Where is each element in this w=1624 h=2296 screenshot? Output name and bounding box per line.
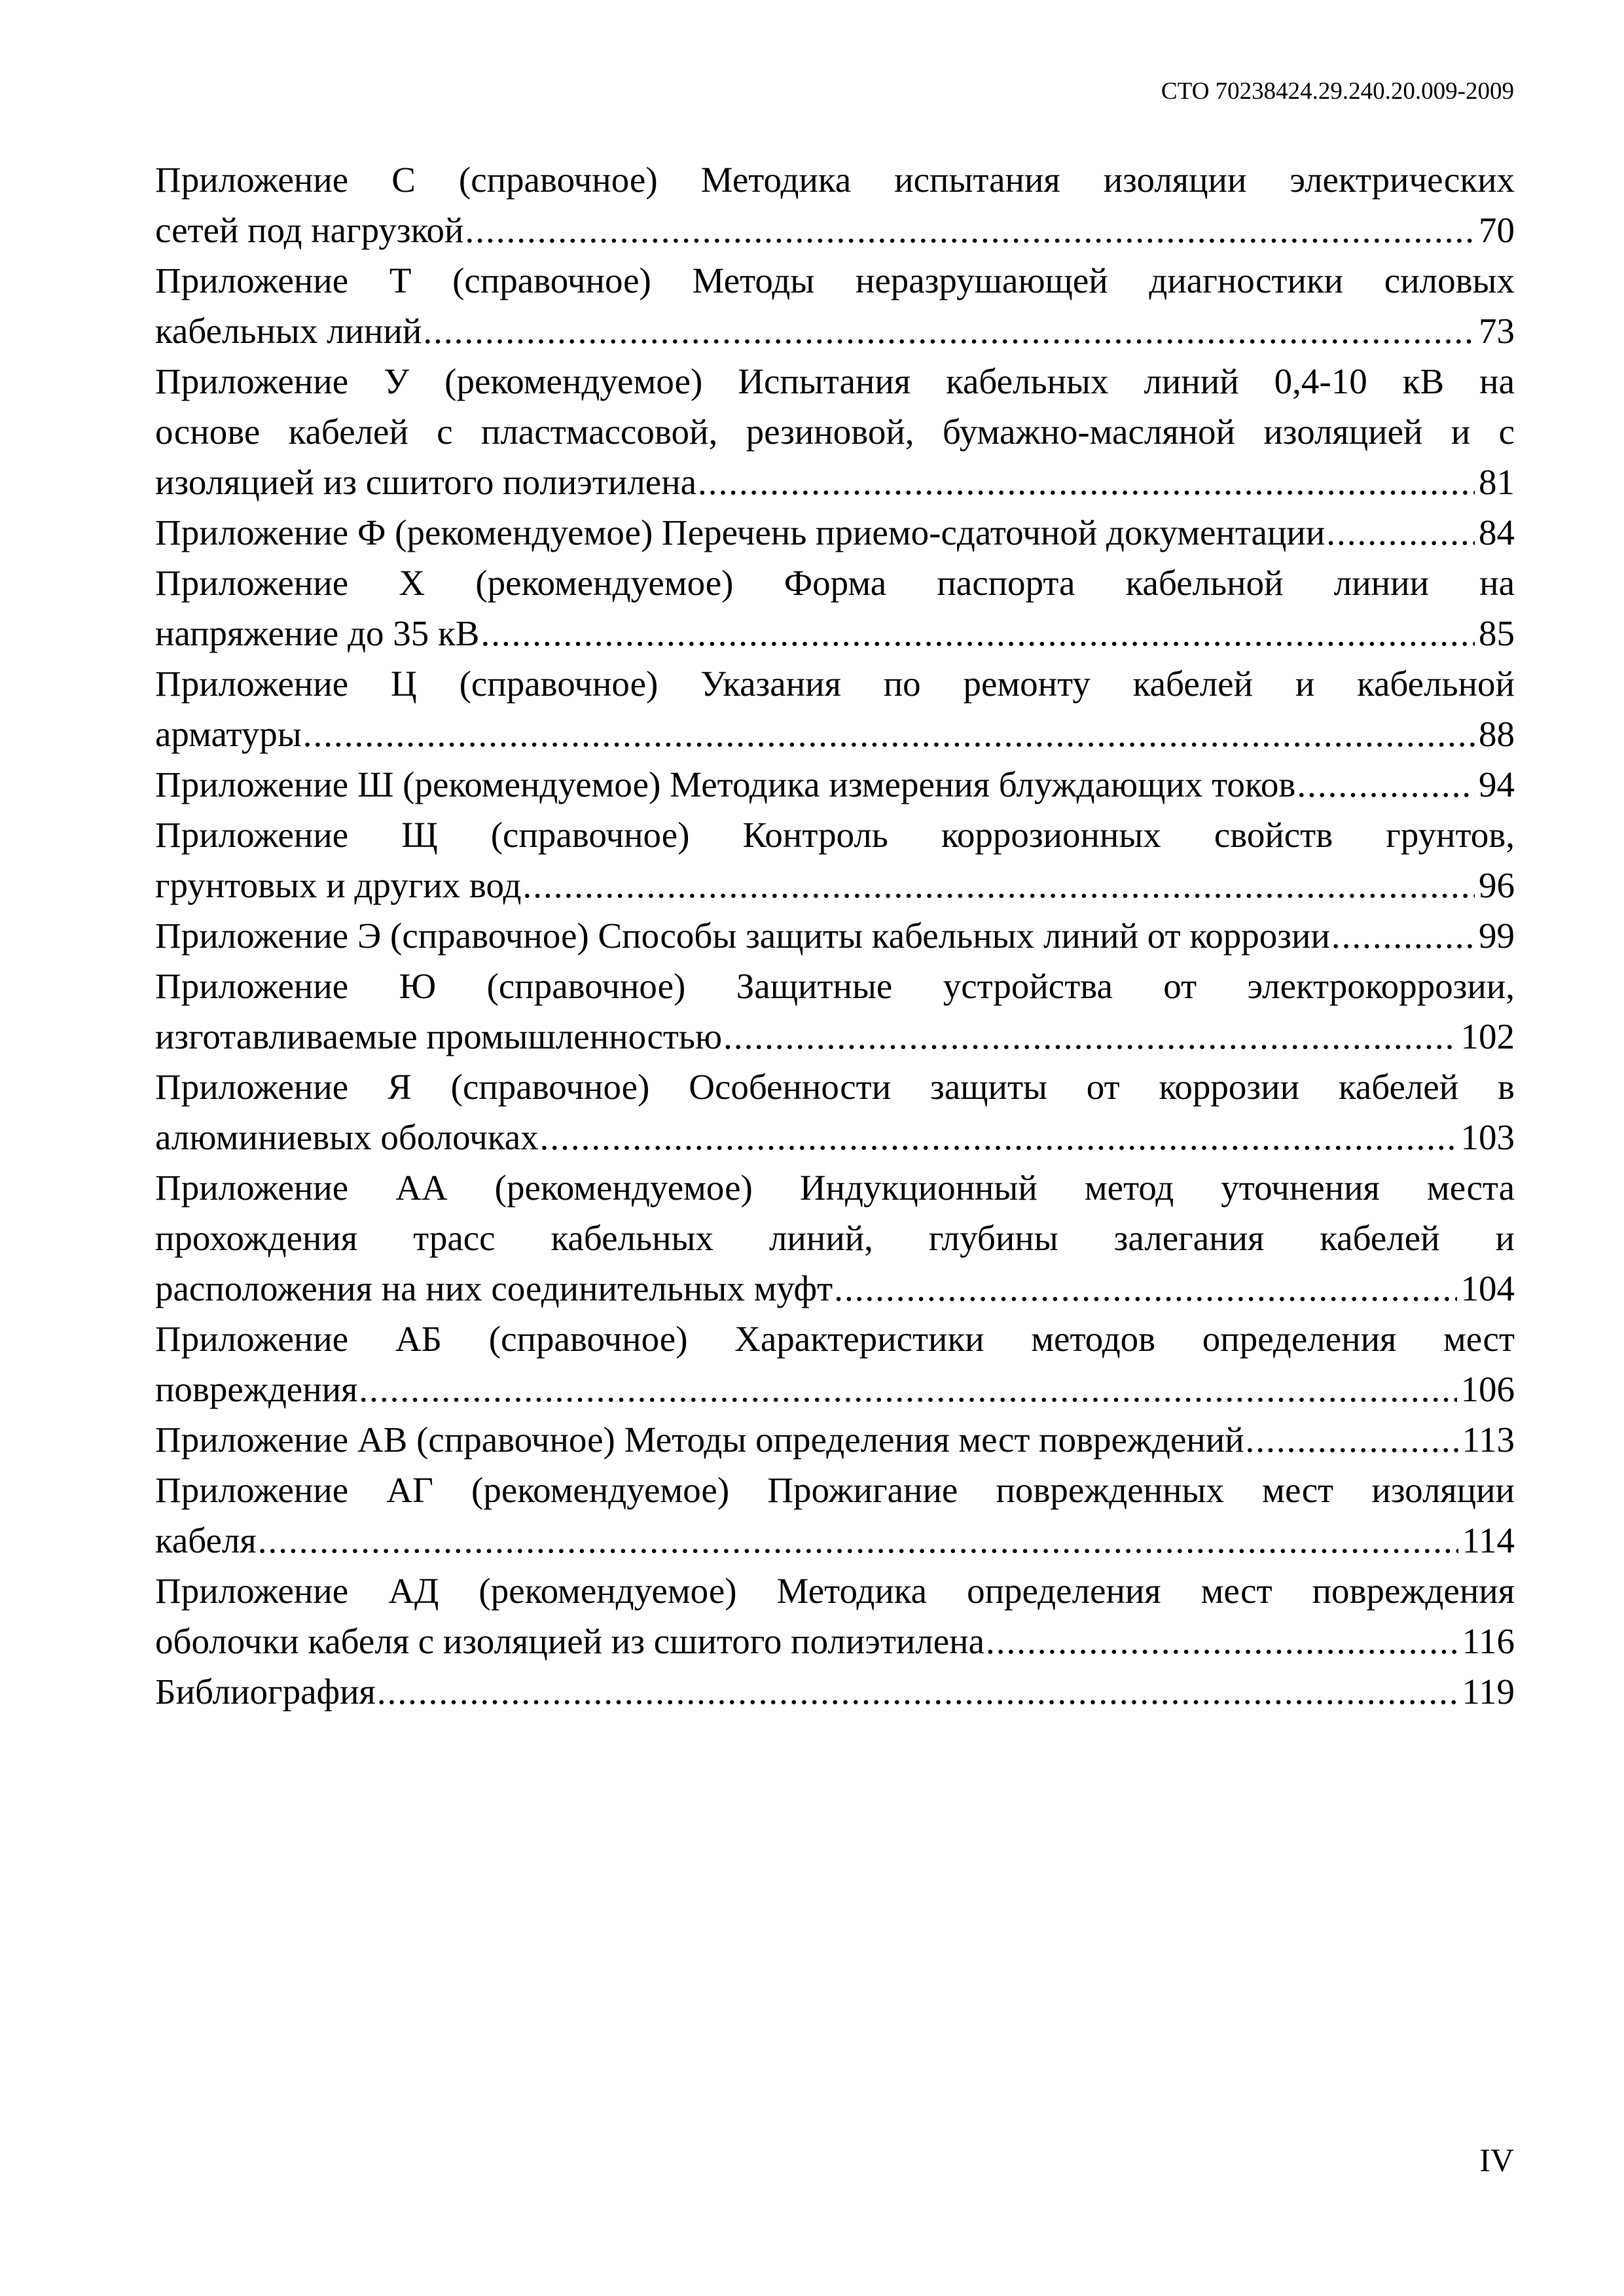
toc-entry-last-line (155, 608, 1515, 658)
toc-entry-last-line (155, 205, 1515, 255)
toc-entry-page: 88 (1479, 714, 1515, 754)
toc-entry-title-line: Приложение Т (справочное) Методы неразрушающей диагностики силовых (155, 260, 1515, 300)
toc-entry-title-end: арматуры (155, 714, 302, 754)
toc-entry-last-line (155, 860, 1515, 910)
dot-leader (359, 1364, 1456, 1414)
toc-entry-last-line (155, 1263, 1515, 1314)
toc-entry-last-line (155, 1515, 1515, 1566)
toc-entry-last-line (155, 1414, 1515, 1465)
toc-entry-last-line (155, 1112, 1515, 1162)
toc-entry-page: 114 (1462, 1520, 1515, 1560)
toc-entry (155, 910, 1515, 961)
toc-entry (155, 255, 1515, 356)
toc-entry (155, 154, 1515, 255)
toc-entry-title-line: Приложение У (рекомендуемое) Испытания кабельных линий 0,4-10 кВ на (155, 361, 1515, 401)
dot-leader (1297, 759, 1475, 810)
toc-entry-title-line: Приложение Я (справочное) Особенности защиты от коррозии кабелей в (155, 1067, 1515, 1107)
toc-entry-title-end: оболочки кабеля с изоляцией из сшитого полиэтилена (155, 1621, 985, 1661)
table-of-contents (155, 154, 1515, 1717)
toc-entry-page: 102 (1460, 1016, 1515, 1056)
toc-entry-title-line: Приложение АБ (справочное) Характеристики методов определения мест (155, 1319, 1515, 1359)
toc-entry-last-line (155, 759, 1515, 810)
toc-entry-page: 96 (1479, 865, 1515, 905)
toc-entry-last-line (155, 1616, 1515, 1666)
toc-entry-page: 103 (1460, 1117, 1515, 1157)
toc-entry (155, 507, 1515, 558)
toc-entry-title-end: повреждения (155, 1369, 358, 1409)
toc-entry-page: 106 (1460, 1369, 1515, 1409)
toc-entry-page: 104 (1460, 1268, 1515, 1308)
dot-leader (303, 709, 1475, 759)
toc-entry-title-end: кабеля (155, 1520, 257, 1560)
dot-leader (522, 860, 1475, 910)
toc-entry-title-end: Приложение Ш (рекомендуемое) Методика измерения блуждающих токов (155, 764, 1296, 804)
toc-entry (155, 1414, 1515, 1465)
toc-entry (155, 1566, 1515, 1666)
toc-entry (155, 558, 1515, 658)
toc-entry (155, 1162, 1515, 1314)
toc-entry-last-line (155, 1011, 1515, 1062)
document-code: СТО 70238424.29.240.20.009-2009 (1161, 78, 1514, 105)
toc-entry (155, 1465, 1515, 1566)
toc-entry-last-line (155, 507, 1515, 558)
toc-entry-title-end: кабельных линий (155, 311, 422, 351)
toc-entry-title-line: прохождения трасс кабельных линий, глубины залегания кабелей и (155, 1218, 1515, 1258)
toc-entry-title-end: грунтовых и других вод (155, 865, 522, 905)
toc-entry-title-line: Приложение С (справочное) Методика испытания изоляции электрических (155, 160, 1515, 200)
toc-entry-title-end: расположения на них соединительных муфт (155, 1268, 833, 1308)
toc-entry-title-line: основе кабелей с пластмассовой, резиновой, бумажно-масляной изоляцией и с (155, 412, 1515, 452)
dot-leader (723, 1011, 1456, 1062)
dot-leader (540, 1112, 1457, 1162)
toc-entry-title-line: Приложение АД (рекомендуемое) Методика определения мест повреждения (155, 1571, 1515, 1611)
toc-entry-title-end: изготавливаемые промышленностью (155, 1016, 723, 1056)
toc-entry-title-end: напряжение до 35 кВ (155, 613, 480, 653)
toc-entry-page: 85 (1479, 613, 1515, 653)
toc-entry-page: 113 (1462, 1420, 1515, 1460)
toc-entry-page: 99 (1479, 916, 1515, 956)
toc-entry (155, 1314, 1515, 1414)
toc-entry (155, 961, 1515, 1062)
toc-entry-title-end: изоляцией из сшитого полиэтилена (155, 462, 697, 502)
toc-entry-title-line: Приложение Щ (справочное) Контроль коррозионных свойств грунтов, (155, 815, 1515, 855)
toc-entry-last-line (155, 709, 1515, 759)
toc-entry (155, 810, 1515, 910)
dot-leader (377, 1666, 1458, 1717)
toc-entry-title-end: Приложение АВ (справочное) Методы определения мест повреждений (155, 1420, 1244, 1460)
toc-entry-title-line: Приложение АА (рекомендуемое) Индукционный метод уточнения места (155, 1168, 1515, 1208)
toc-entry-title-line: Приложение Х (рекомендуемое) Форма паспорта кабельной линии на (155, 563, 1515, 603)
toc-entry-last-line (155, 306, 1515, 356)
toc-entry (155, 759, 1515, 810)
toc-entry-page: 119 (1462, 1672, 1515, 1712)
toc-entry-title-end: Приложение Э (справочное) Способы защиты кабельных линий от коррозии (155, 916, 1330, 956)
dot-leader (258, 1515, 1458, 1566)
toc-entry-page: 81 (1479, 462, 1515, 502)
dot-leader (465, 205, 1475, 255)
page-number: IV (1479, 2142, 1514, 2178)
dot-leader (986, 1616, 1458, 1666)
toc-entry-page: 70 (1479, 210, 1515, 250)
toc-entry (155, 1666, 1515, 1717)
dot-leader (698, 457, 1475, 507)
toc-entry-title-end: алюминиевых оболочках (155, 1117, 539, 1157)
dot-leader (480, 608, 1475, 658)
dot-leader (1246, 1414, 1458, 1465)
toc-entry-page: 84 (1479, 512, 1515, 552)
toc-entry-last-line (155, 1666, 1515, 1717)
toc-entry-title-end: сетей под нагрузкой (155, 210, 464, 250)
dot-leader (423, 306, 1475, 356)
toc-entry-page: 73 (1479, 311, 1515, 351)
toc-entry-title-line: Приложение АГ (рекомендуемое) Прожигание поврежденных мест изоляции (155, 1470, 1515, 1510)
toc-entry-title-line: Приложение Ц (справочное) Указания по ремонту кабелей и кабельной (155, 664, 1515, 704)
toc-entry-title-end: Приложение Ф (рекомендуемое) Перечень приемо-сдаточной документации (155, 512, 1326, 552)
toc-entry-title-end: Библиография (155, 1672, 376, 1712)
toc-entry (155, 356, 1515, 507)
toc-entry-last-line (155, 1364, 1515, 1414)
toc-entry-last-line (155, 457, 1515, 507)
dot-leader (1326, 507, 1475, 558)
toc-entry (155, 1062, 1515, 1162)
toc-entry-title-line: Приложение Ю (справочное) Защитные устройства от электрокоррозии, (155, 966, 1515, 1006)
dot-leader (1331, 910, 1475, 961)
toc-entry-page: 94 (1479, 764, 1515, 804)
toc-entry-last-line (155, 910, 1515, 961)
dot-leader (834, 1263, 1456, 1314)
toc-entry-page: 116 (1462, 1621, 1515, 1661)
toc-entry (155, 658, 1515, 759)
